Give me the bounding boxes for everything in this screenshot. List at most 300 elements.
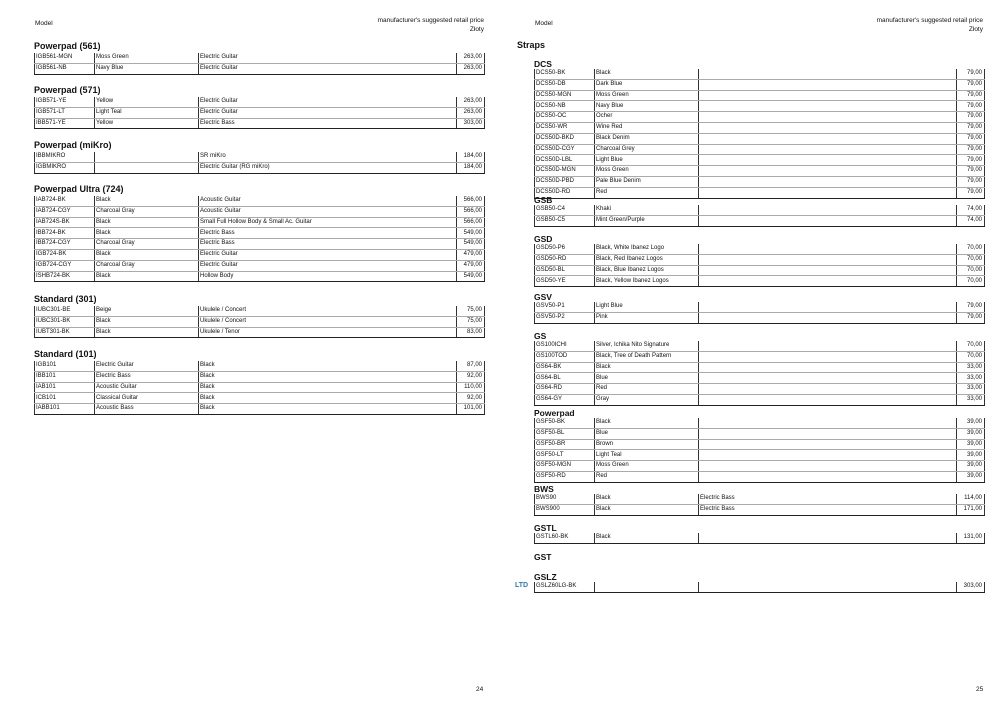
table-row: [535, 144, 985, 155]
color-cell: Charcoal Gray: [95, 260, 199, 271]
color-cell: Wine Red: [595, 122, 699, 133]
color-cell: Red: [595, 384, 699, 395]
price-cell: 184,00: [457, 162, 485, 173]
type-cell: Black: [199, 404, 457, 415]
table-row: [535, 439, 985, 450]
model-cell: IABB101: [35, 404, 95, 415]
price-cell: 39,00: [957, 418, 985, 428]
table-row: [535, 461, 985, 472]
model-cell: GSD50-BL: [535, 265, 595, 276]
table-row: [535, 133, 985, 144]
price-cell: 70,00: [957, 254, 985, 265]
table-row: [35, 260, 485, 271]
type-cell: [699, 428, 957, 439]
table-row: [35, 382, 485, 393]
product-table: [34, 53, 485, 75]
section-title: GSB: [534, 195, 553, 205]
type-cell: Electric Bass: [699, 494, 957, 504]
table-row: [35, 393, 485, 404]
color-cell: Black: [95, 316, 199, 327]
type-cell: [699, 69, 957, 79]
color-cell: Charcoal Gray: [95, 206, 199, 217]
price-cell: 92,00: [457, 393, 485, 404]
price-cell: 75,00: [457, 306, 485, 316]
section-title: Powerpad (561): [34, 41, 101, 51]
type-cell: Electric Bass: [699, 504, 957, 515]
model-cell: GS100ICHI: [535, 341, 595, 351]
table-row: [35, 63, 485, 74]
table-row: [35, 239, 485, 250]
product-table: [534, 582, 985, 593]
section-title: Powerpad: [534, 408, 575, 418]
table-row: [535, 494, 985, 504]
section-title: BWS: [534, 484, 554, 494]
price-cell: 549,00: [457, 228, 485, 239]
color-cell: Light Blue: [595, 155, 699, 166]
price-cell: 74,00: [957, 215, 985, 226]
table-row: [535, 205, 985, 215]
model-cell: GSTL60-BK: [535, 533, 595, 543]
table-row: [35, 206, 485, 217]
product-table: [534, 533, 985, 544]
table-row: [535, 155, 985, 166]
price-cell: 39,00: [957, 461, 985, 472]
table-row: [535, 450, 985, 461]
type-cell: [699, 533, 957, 543]
color-cell: Light Teal: [95, 107, 199, 118]
color-cell: Red: [595, 187, 699, 198]
color-cell: Black, Yellow Ibanez Logos: [595, 276, 699, 287]
page-number: 24: [476, 686, 484, 693]
color-cell: Moss Green: [595, 90, 699, 101]
color-cell: Charcoal Gray: [95, 239, 199, 250]
section-standard-301: [34, 293, 485, 338]
model-cell: DCS50-OC: [535, 112, 595, 123]
type-cell: Electric Guitar: [199, 53, 457, 63]
price-cell: 131,00: [957, 533, 985, 543]
table-row: [535, 394, 985, 405]
color-cell: Beige: [95, 306, 199, 316]
model-cell: GS100TOD: [535, 351, 595, 362]
color-cell: Black: [595, 504, 699, 515]
table-row: [35, 361, 485, 371]
color-cell: Brown: [595, 439, 699, 450]
model-cell: GS64-BL: [535, 373, 595, 384]
table-row: [35, 118, 485, 129]
right-page: [500, 0, 1000, 707]
section-gsb: [534, 194, 985, 227]
model-cell: DCS50D-CGY: [535, 144, 595, 155]
table-row: [35, 371, 485, 382]
model-cell: GSD50-RD: [535, 254, 595, 265]
price-cell: 87,00: [457, 361, 485, 371]
type-cell: [699, 312, 957, 323]
section-gst: [534, 551, 551, 562]
color-cell: Black: [95, 327, 199, 338]
price-cell: 79,00: [957, 166, 985, 177]
color-cell: Black, Tree of Death Pattern: [595, 351, 699, 362]
table-row: [35, 306, 485, 316]
color-cell: Ocher: [595, 112, 699, 123]
model-cell: DCS50-BK: [535, 69, 595, 79]
table-row: [535, 384, 985, 395]
type-cell: [699, 244, 957, 254]
model-cell: DCS50D-PBD: [535, 176, 595, 187]
type-cell: [699, 144, 957, 155]
type-cell: Acoustic Guitar: [199, 196, 457, 206]
type-cell: Electric Guitar: [199, 97, 457, 107]
model-cell: BWS90: [535, 494, 595, 504]
type-cell: Ukulele / Concert: [199, 316, 457, 327]
model-cell: DCS50D-BKD: [535, 133, 595, 144]
color-cell: Blue: [595, 373, 699, 384]
price-cell: 33,00: [957, 373, 985, 384]
model-cell: DCS50-NB: [535, 101, 595, 112]
model-cell: DCS50D-MGN: [535, 166, 595, 177]
type-cell: Electric Guitar: [199, 107, 457, 118]
model-cell: GSD50-P6: [535, 244, 595, 254]
color-cell: Black: [95, 196, 199, 206]
section-title: Powerpad Ultra (724): [34, 184, 124, 194]
table-row: [35, 271, 485, 282]
table-row: [35, 316, 485, 327]
model-cell: DCS50D-RD: [535, 187, 595, 198]
table-row: [35, 217, 485, 228]
section-gstl: [534, 522, 985, 544]
type-cell: [699, 351, 957, 362]
model-cell: IUBC301-BK: [35, 316, 95, 327]
color-cell: Navy Blue: [595, 101, 699, 112]
table-row: [535, 90, 985, 101]
color-cell: Moss Green: [595, 461, 699, 472]
color-cell: Navy Blue: [95, 63, 199, 74]
model-cell: DCS50-MGN: [535, 90, 595, 101]
page-number: 25: [976, 686, 984, 693]
product-table: [34, 306, 485, 338]
price-cell: 263,00: [457, 63, 485, 74]
table-row: [35, 97, 485, 107]
table-row: [535, 418, 985, 428]
model-cell: IUBT301-BK: [35, 327, 95, 338]
color-cell: Khaki: [595, 205, 699, 215]
model-cell: GSB50-C4: [535, 205, 595, 215]
color-cell: Pink: [595, 312, 699, 323]
table-row: [35, 327, 485, 338]
product-table: [534, 494, 985, 516]
model-cell: DCS50D-LBL: [535, 155, 595, 166]
color-cell: Light Teal: [595, 450, 699, 461]
type-cell: Electric Guitar (RG miKro): [199, 162, 457, 173]
table-row: [535, 176, 985, 187]
product-table: [34, 97, 485, 129]
table-row: [535, 362, 985, 373]
product-table: [534, 205, 985, 227]
price-cell: 479,00: [457, 249, 485, 260]
model-cell: GS64-GY: [535, 394, 595, 405]
color-cell: [95, 162, 199, 173]
section-title: GSTL: [534, 523, 557, 533]
price-cell: 70,00: [957, 265, 985, 276]
color-cell: Black: [595, 494, 699, 504]
section-title: Standard (301): [34, 294, 97, 304]
price-label-line2: Złoty: [968, 25, 983, 33]
section-title: GST: [534, 552, 552, 562]
section-standard-101: [34, 348, 485, 415]
price-cell: 79,00: [957, 101, 985, 112]
product-table: [34, 152, 485, 174]
price-cell: 79,00: [957, 112, 985, 123]
type-cell: Hollow Body: [199, 271, 457, 282]
section-gsv: [534, 291, 985, 324]
table-row: [535, 265, 985, 276]
model-cell: IUBC301-BE: [35, 306, 95, 316]
price-cell: 70,00: [957, 276, 985, 287]
category-title-straps: Straps: [517, 40, 546, 50]
price-cell: 566,00: [457, 217, 485, 228]
color-cell: Yellow: [95, 118, 199, 129]
type-cell: [699, 79, 957, 90]
type-cell: Black: [199, 382, 457, 393]
model-cell: IBBMIKRO: [35, 152, 95, 162]
type-cell: [699, 205, 957, 215]
type-cell: [699, 90, 957, 101]
color-cell: Pale Blue Denim: [595, 176, 699, 187]
table-row: [535, 471, 985, 482]
price-cell: 39,00: [957, 471, 985, 482]
color-cell: Black: [595, 69, 699, 79]
table-row: [35, 249, 485, 260]
price-cell: 33,00: [957, 362, 985, 373]
model-cell: DCS50-WR: [535, 122, 595, 133]
model-cell: BWS900: [535, 504, 595, 515]
product-table: [34, 361, 485, 415]
table-row: [535, 244, 985, 254]
section-powerpad-mikro: [34, 139, 485, 174]
color-cell: Black: [95, 228, 199, 239]
section-powerpad-561: [34, 40, 485, 75]
type-cell: Electric Guitar: [199, 249, 457, 260]
type-cell: [699, 394, 957, 405]
price-label-line1: manufacturer's suggested retail price: [377, 17, 484, 24]
model-cell: GSF50-MGN: [535, 461, 595, 472]
model-column-label: Model: [35, 20, 53, 27]
type-cell: [699, 450, 957, 461]
section-powerpad-571: [34, 84, 485, 129]
type-cell: [699, 302, 957, 312]
color-cell: [95, 152, 199, 162]
table-row: [535, 582, 985, 592]
type-cell: [699, 384, 957, 395]
price-cell: 33,00: [957, 384, 985, 395]
color-cell: Dark Blue: [595, 79, 699, 90]
ltd-logo: LTD: [515, 582, 529, 589]
type-cell: [699, 133, 957, 144]
color-cell: Black: [595, 418, 699, 428]
type-cell: [699, 176, 957, 187]
color-cell: Black: [95, 271, 199, 282]
type-cell: Electric Bass: [199, 239, 457, 250]
price-cell: 79,00: [957, 90, 985, 101]
color-cell: Black: [95, 217, 199, 228]
product-table: [534, 69, 985, 199]
price-label-line2: Złoty: [469, 25, 484, 33]
price-cell: 566,00: [457, 206, 485, 217]
type-cell: [699, 418, 957, 428]
table-row: [35, 404, 485, 415]
price-cell: 549,00: [457, 271, 485, 282]
type-cell: [699, 461, 957, 472]
color-cell: Black, Red Ibanez Logos: [595, 254, 699, 265]
section-powerpad: [534, 407, 985, 483]
table-row: [535, 276, 985, 287]
price-cell: 263,00: [457, 53, 485, 63]
model-cell: IBB724-BK: [35, 228, 95, 239]
price-cell: 79,00: [957, 312, 985, 323]
color-cell: Electric Bass: [95, 371, 199, 382]
model-cell: IBB724-CGY: [35, 239, 95, 250]
price-cell: 79,00: [957, 79, 985, 90]
section-gslz: [534, 571, 985, 593]
price-column-label: [378, 17, 484, 34]
model-cell: GSV50-P1: [535, 302, 595, 312]
color-cell: Black: [95, 249, 199, 260]
section-gs: [534, 330, 985, 406]
price-cell: 114,00: [957, 494, 985, 504]
type-cell: Acoustic Guitar: [199, 206, 457, 217]
type-cell: [699, 265, 957, 276]
model-cell: GSF50-BL: [535, 428, 595, 439]
model-cell: IGB101: [35, 361, 95, 371]
type-cell: [699, 166, 957, 177]
table-row: [535, 341, 985, 351]
type-cell: [699, 471, 957, 482]
price-cell: 171,00: [957, 504, 985, 515]
table-row: [35, 228, 485, 239]
table-row: [35, 107, 485, 118]
section-title: GS: [534, 331, 547, 341]
color-cell: Black: [595, 533, 699, 543]
type-cell: [699, 362, 957, 373]
section-title: DCS: [534, 59, 552, 69]
color-cell: Black: [595, 362, 699, 373]
section-title: GSD: [534, 234, 553, 244]
table-row: [535, 533, 985, 543]
table-row: [535, 166, 985, 177]
color-cell: Acoustic Bass: [95, 404, 199, 415]
model-cell: IGB571-LT: [35, 107, 95, 118]
price-cell: 479,00: [457, 260, 485, 271]
price-label-line1: manufacturer's suggested retail price: [876, 17, 983, 24]
price-cell: 33,00: [957, 394, 985, 405]
table-row: [35, 152, 485, 162]
type-cell: SR miKro: [199, 152, 457, 162]
price-cell: 79,00: [957, 155, 985, 166]
color-cell: Moss Green: [595, 166, 699, 177]
price-cell: 79,00: [957, 176, 985, 187]
type-cell: Electric Guitar: [199, 260, 457, 271]
color-cell: Light Blue: [595, 302, 699, 312]
price-cell: 110,00: [457, 382, 485, 393]
type-cell: [699, 276, 957, 287]
section-title: Powerpad (571): [34, 85, 101, 95]
model-cell: IBB101: [35, 371, 95, 382]
color-cell: Charcoal Grey: [595, 144, 699, 155]
product-table: [534, 341, 985, 406]
type-cell: [699, 373, 957, 384]
color-cell: Black Denim: [595, 133, 699, 144]
model-cell: IAB724-BK: [35, 196, 95, 206]
table-row: [535, 112, 985, 123]
price-cell: 303,00: [957, 582, 985, 592]
price-cell: 549,00: [457, 239, 485, 250]
table-row: [535, 122, 985, 133]
price-cell: 70,00: [957, 341, 985, 351]
price-column-label: [877, 17, 983, 34]
model-cell: GS64-RD: [535, 384, 595, 395]
price-cell: 263,00: [457, 107, 485, 118]
model-cell: IAB724S-BK: [35, 217, 95, 228]
color-cell: Silver, Ichika Nito Signature: [595, 341, 699, 351]
type-cell: [699, 101, 957, 112]
table-row: [535, 504, 985, 515]
model-cell: GSF50-BK: [535, 418, 595, 428]
price-cell: 75,00: [457, 316, 485, 327]
product-table: [534, 244, 985, 287]
color-cell: Gray: [595, 394, 699, 405]
price-cell: 79,00: [957, 69, 985, 79]
product-table: [34, 196, 485, 282]
table-row: [35, 53, 485, 63]
price-cell: 263,00: [457, 97, 485, 107]
model-cell: IAB101: [35, 382, 95, 393]
model-cell: GSF50-LT: [535, 450, 595, 461]
color-cell: Electric Guitar: [95, 361, 199, 371]
model-cell: IGBMIKRO: [35, 162, 95, 173]
price-cell: 70,00: [957, 351, 985, 362]
table-row: [535, 254, 985, 265]
price-cell: 303,00: [457, 118, 485, 129]
model-cell: IGB724-BK: [35, 249, 95, 260]
type-cell: [699, 439, 957, 450]
section-gsd: [534, 233, 985, 287]
section-title: GSV: [534, 292, 552, 302]
type-cell: [699, 155, 957, 166]
price-cell: 70,00: [957, 244, 985, 254]
table-row: [535, 351, 985, 362]
type-cell: [699, 112, 957, 123]
model-cell: IBB571-YE: [35, 118, 95, 129]
table-row: [535, 215, 985, 226]
model-cell: GS64-BK: [535, 362, 595, 373]
table-row: [535, 69, 985, 79]
type-cell: Ukulele / Concert: [199, 306, 457, 316]
model-cell: GSF50-BR: [535, 439, 595, 450]
price-cell: 79,00: [957, 144, 985, 155]
model-cell: IGB561-MGN: [35, 53, 95, 63]
color-cell: Blue: [595, 428, 699, 439]
model-cell: ISHB724-BK: [35, 271, 95, 282]
type-cell: [699, 254, 957, 265]
product-table: [534, 302, 985, 324]
table-row: [535, 79, 985, 90]
color-cell: Moss Green: [95, 53, 199, 63]
color-cell: Black, White Ibanez Logo: [595, 244, 699, 254]
model-cell: GSF50-RD: [535, 471, 595, 482]
price-cell: 184,00: [457, 152, 485, 162]
color-cell: Red: [595, 471, 699, 482]
section-title: Powerpad (miKro): [34, 140, 112, 150]
product-table: [534, 418, 985, 483]
